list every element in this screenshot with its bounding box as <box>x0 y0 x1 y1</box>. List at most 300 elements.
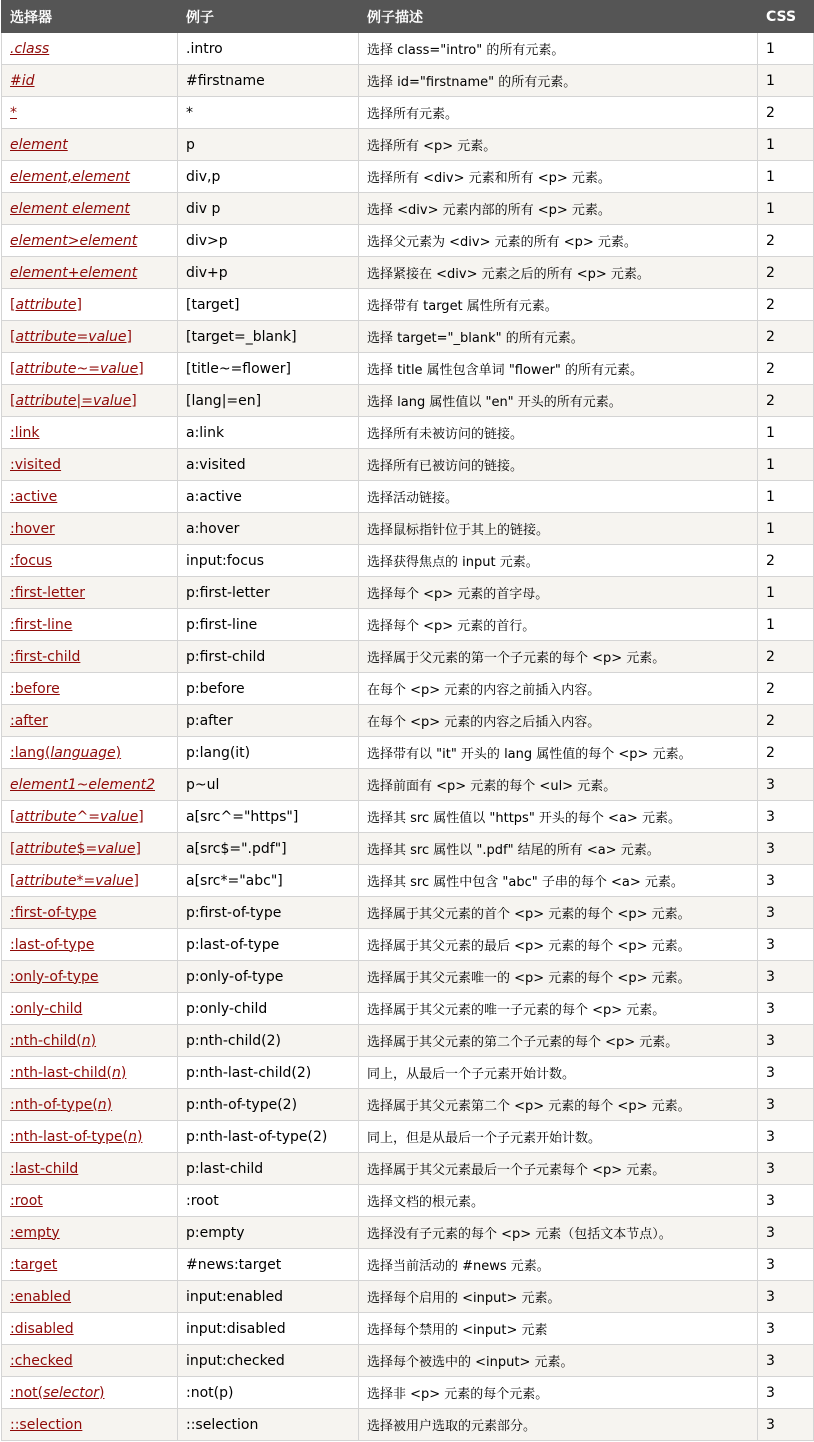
selector-param-text: attribute <box>15 360 77 377</box>
description-cell: 选择属于其父元素的第二个子元素的每个 <p> 元素。 <box>359 1025 758 1057</box>
selector-cell <box>2 385 178 417</box>
selector-link[interactable] <box>10 1033 96 1049</box>
selector-text: :root <box>10 1192 43 1209</box>
css-version-cell: 2 <box>758 225 814 257</box>
selector-cell <box>2 97 178 129</box>
css-version-cell: 3 <box>758 769 814 801</box>
table-row <box>2 1281 814 1313</box>
table-row <box>2 609 814 641</box>
selector-cell <box>2 897 178 929</box>
css-version-cell: 2 <box>758 321 814 353</box>
selector-text: :last-of-type <box>10 936 95 953</box>
selector-param-text: attribute <box>15 808 77 825</box>
selector-cell <box>2 769 178 801</box>
selector-param-text: language <box>50 744 116 761</box>
description-cell: 选择每个启用的 <input> 元素。 <box>359 1281 758 1313</box>
example-cell: p:only-of-type <box>178 961 359 993</box>
selector-cell <box>2 1281 178 1313</box>
selector-text: :before <box>10 680 60 697</box>
css-version-cell: 3 <box>758 1281 814 1313</box>
selector-link[interactable] <box>10 169 130 185</box>
description-cell: 选择父元素为 <div> 元素的所有 <p> 元素。 <box>359 225 758 257</box>
example-cell: p <box>178 129 359 161</box>
css-version-cell: 1 <box>758 161 814 193</box>
selector-link[interactable] <box>10 1385 105 1401</box>
selector-param-text: element1~element2 <box>10 776 156 793</box>
example-cell: a:link <box>178 417 359 449</box>
selector-text: ) <box>120 1064 127 1081</box>
selector-link[interactable] <box>10 1097 112 1113</box>
description-cell: 选择被用户选取的元素部分。 <box>359 1409 758 1441</box>
selector-param-text: attribute <box>15 392 77 409</box>
css-version-cell: 3 <box>758 929 814 961</box>
selector-text: :nth-of-type( <box>10 1096 98 1113</box>
selector-param-text: #id <box>10 72 35 89</box>
table-row <box>2 417 814 449</box>
example-cell: #firstname <box>178 65 359 97</box>
selector-cell <box>2 353 178 385</box>
selector-text: [ <box>10 808 16 825</box>
selector-param-text: .class <box>10 40 50 57</box>
css-version-cell: 2 <box>758 737 814 769</box>
header-description: 例子描述 <box>359 1 758 33</box>
example-cell: p~ul <box>178 769 359 801</box>
selector-text: ) <box>90 1032 97 1049</box>
table-row <box>2 1409 814 1441</box>
table-row <box>2 1377 814 1409</box>
selector-param-text: n <box>112 1064 121 1081</box>
description-cell: 选择所有 <p> 元素。 <box>359 129 758 161</box>
description-cell: 选择 class="intro" 的所有元素。 <box>359 33 758 65</box>
selector-link[interactable] <box>10 329 132 345</box>
description-cell: 选择属于其父元素最后一个子元素每个 <p> 元素。 <box>359 1153 758 1185</box>
selector-text: |= <box>76 392 93 409</box>
selector-cell <box>2 1313 178 1345</box>
selector-link[interactable] <box>10 233 137 249</box>
selector-link[interactable] <box>10 137 68 153</box>
description-cell: 同上，但是从最后一个子元素开始计数。 <box>359 1121 758 1153</box>
example-cell: [target] <box>178 289 359 321</box>
description-cell: 选择其 src 属性中包含 "abc" 子串的每个 <a> 元素。 <box>359 865 758 897</box>
selector-link[interactable] <box>10 1289 71 1305</box>
selector-link[interactable] <box>10 425 39 441</box>
table-row <box>2 289 814 321</box>
selector-text: :first-child <box>10 648 81 665</box>
example-cell: p:nth-last-of-type(2) <box>178 1121 359 1153</box>
css-version-cell: 3 <box>758 801 814 833</box>
selector-link[interactable] <box>10 745 121 761</box>
selector-text: :not( <box>10 1384 44 1401</box>
selector-text: ^= <box>76 808 101 825</box>
css-version-cell: 1 <box>758 65 814 97</box>
selector-link[interactable] <box>10 73 35 89</box>
selector-text: [ <box>10 872 16 889</box>
selector-text: $= <box>76 840 98 857</box>
selector-link[interactable] <box>10 681 60 697</box>
selector-text: :nth-child( <box>10 1032 82 1049</box>
table-body <box>2 33 814 1441</box>
table-row <box>2 1025 814 1057</box>
css-version-cell: 2 <box>758 353 814 385</box>
example-cell: a:hover <box>178 513 359 545</box>
selector-text: ] <box>138 808 144 825</box>
example-cell: div p <box>178 193 359 225</box>
selector-cell <box>2 993 178 1025</box>
selector-text: [ <box>10 392 16 409</box>
selector-text: :checked <box>10 1352 73 1369</box>
example-cell: .intro <box>178 33 359 65</box>
description-cell: 选择带有以 "it" 开头的 lang 属性值的每个 <p> 元素。 <box>359 737 758 769</box>
table-row <box>2 641 814 673</box>
selector-link[interactable] <box>10 265 137 281</box>
table-row <box>2 961 814 993</box>
selector-cell <box>2 225 178 257</box>
selector-link[interactable] <box>10 201 130 217</box>
example-cell: :not(p) <box>178 1377 359 1409</box>
table-row <box>2 1185 814 1217</box>
header-selector: 选择器 <box>2 1 178 33</box>
table-row <box>2 353 814 385</box>
selector-cell <box>2 449 178 481</box>
selector-link[interactable] <box>10 1417 82 1433</box>
table-row <box>2 97 814 129</box>
selector-text: ] <box>126 328 132 345</box>
example-cell: ::selection <box>178 1409 359 1441</box>
selector-cell <box>2 865 178 897</box>
description-cell: 选择所有已被访问的链接。 <box>359 449 758 481</box>
selector-param-text: attribute <box>15 296 77 313</box>
selector-text: [ <box>10 360 16 377</box>
description-cell: 选择其 src 属性以 ".pdf" 结尾的所有 <a> 元素。 <box>359 833 758 865</box>
selector-param-text: value <box>100 360 139 377</box>
example-cell: input:enabled <box>178 1281 359 1313</box>
example-cell: div,p <box>178 161 359 193</box>
selector-cell <box>2 1153 178 1185</box>
selector-link[interactable] <box>10 1129 142 1145</box>
css-version-cell: 1 <box>758 417 814 449</box>
table-row <box>2 225 814 257</box>
selector-link[interactable] <box>10 585 85 601</box>
table-row <box>2 1249 814 1281</box>
selector-text: :visited <box>10 456 62 473</box>
selector-cell <box>2 513 178 545</box>
selector-link[interactable] <box>10 393 137 409</box>
table-row <box>2 161 814 193</box>
css-version-cell: 1 <box>758 193 814 225</box>
example-cell: :root <box>178 1185 359 1217</box>
description-cell: 在每个 <p> 元素的内容之后插入内容。 <box>359 705 758 737</box>
table-row <box>2 673 814 705</box>
selector-text: :enabled <box>10 1288 72 1305</box>
selector-text: :link <box>10 424 40 441</box>
selector-text: :target <box>10 1256 58 1273</box>
selector-link[interactable] <box>10 1161 78 1177</box>
selector-param-text: value <box>93 392 132 409</box>
table-row <box>2 129 814 161</box>
selector-link[interactable] <box>10 105 17 121</box>
selector-text: *= <box>76 872 96 889</box>
example-cell: a[src*="abc"] <box>178 865 359 897</box>
example-cell: div+p <box>178 257 359 289</box>
table-row <box>2 545 814 577</box>
selector-param-text: n <box>81 1032 91 1049</box>
selector-text: :disabled <box>10 1320 74 1337</box>
selector-link[interactable] <box>10 553 52 569</box>
table-row <box>2 865 814 897</box>
selector-link[interactable] <box>10 777 155 793</box>
description-cell: 选择 title 属性包含单词 "flower" 的所有元素。 <box>359 353 758 385</box>
selector-link[interactable] <box>10 1193 43 1209</box>
css-version-cell: 3 <box>758 1025 814 1057</box>
css-version-cell: 3 <box>758 1185 814 1217</box>
example-cell: p:after <box>178 705 359 737</box>
table-row <box>2 833 814 865</box>
selector-cell <box>2 193 178 225</box>
description-cell: 选择属于父元素的第一个子元素的每个 <p> 元素。 <box>359 641 758 673</box>
selector-param-text: * <box>10 104 17 121</box>
selector-link[interactable] <box>10 1321 74 1337</box>
css-version-cell: 1 <box>758 481 814 513</box>
css-version-cell: 1 <box>758 609 814 641</box>
selector-text: :last-child <box>10 1160 79 1177</box>
selector-link[interactable] <box>10 1225 60 1241</box>
selector-cell <box>2 801 178 833</box>
selector-text: :empty <box>10 1224 60 1241</box>
selector-cell <box>2 33 178 65</box>
selector-cell <box>2 1121 178 1153</box>
css-version-cell: 2 <box>758 289 814 321</box>
selector-link[interactable] <box>10 905 96 921</box>
selector-cell <box>2 161 178 193</box>
selector-text: ) <box>115 744 122 761</box>
css-version-cell: 3 <box>758 833 814 865</box>
description-cell: 选择每个被选中的 <input> 元素。 <box>359 1345 758 1377</box>
css-version-cell: 3 <box>758 1057 814 1089</box>
description-cell: 选择所有未被访问的链接。 <box>359 417 758 449</box>
selector-text: :hover <box>10 520 55 537</box>
selector-text: ] <box>133 872 139 889</box>
css-version-cell: 3 <box>758 1377 814 1409</box>
table-row <box>2 1089 814 1121</box>
css-version-cell: 3 <box>758 1121 814 1153</box>
selector-text: :after <box>10 712 48 729</box>
example-cell: p:lang(it) <box>178 737 359 769</box>
description-cell: 选择 target="_blank" 的所有元素。 <box>359 321 758 353</box>
selector-cell <box>2 129 178 161</box>
description-cell: 在每个 <p> 元素的内容之前插入内容。 <box>359 673 758 705</box>
css-version-cell: 3 <box>758 865 814 897</box>
css-version-cell: 3 <box>758 1217 814 1249</box>
selector-cell <box>2 577 178 609</box>
selector-link[interactable] <box>10 521 55 537</box>
description-cell: 选择 id="firstname" 的所有元素。 <box>359 65 758 97</box>
table-row <box>2 1217 814 1249</box>
selector-text: [ <box>10 840 16 857</box>
selector-text: ] <box>135 840 141 857</box>
example-cell: input:focus <box>178 545 359 577</box>
description-cell: 选择活动链接。 <box>359 481 758 513</box>
selector-text: :nth-last-child( <box>10 1064 113 1081</box>
description-cell: 选择所有 <div> 元素和所有 <p> 元素。 <box>359 161 758 193</box>
selector-cell <box>2 1217 178 1249</box>
example-cell: [title~=flower] <box>178 353 359 385</box>
selector-cell <box>2 417 178 449</box>
selector-text: ] <box>131 392 137 409</box>
description-cell: 选择每个 <p> 元素的首行。 <box>359 609 758 641</box>
selector-link[interactable] <box>10 809 144 825</box>
css-version-cell: 1 <box>758 513 814 545</box>
table-row <box>2 193 814 225</box>
selector-link[interactable] <box>10 41 49 57</box>
description-cell: 选择属于其父元素的唯一子元素的每个 <p> 元素。 <box>359 993 758 1025</box>
selector-cell <box>2 961 178 993</box>
example-cell: p:first-line <box>178 609 359 641</box>
table-row <box>2 65 814 97</box>
selector-text: [ <box>10 328 16 345</box>
description-cell: 选择获得焦点的 input 元素。 <box>359 545 758 577</box>
example-cell: input:disabled <box>178 1313 359 1345</box>
description-cell: 选择每个 <p> 元素的首字母。 <box>359 577 758 609</box>
selector-link[interactable] <box>10 457 61 473</box>
selector-link[interactable] <box>10 937 94 953</box>
table-row <box>2 1057 814 1089</box>
description-cell: 选择其 src 属性值以 "https" 开头的每个 <a> 元素。 <box>359 801 758 833</box>
description-cell: 选择文档的根元素。 <box>359 1185 758 1217</box>
description-cell: 选择鼠标指针位于其上的链接。 <box>359 513 758 545</box>
table-row <box>2 321 814 353</box>
css-version-cell: 2 <box>758 97 814 129</box>
table-row <box>2 737 814 769</box>
css-version-cell: 3 <box>758 1345 814 1377</box>
selector-param-text: n <box>97 1096 107 1113</box>
example-cell: a:visited <box>178 449 359 481</box>
description-cell: 选择紧接在 <div> 元素之后的所有 <p> 元素。 <box>359 257 758 289</box>
example-cell: p:empty <box>178 1217 359 1249</box>
selector-cell <box>2 1345 178 1377</box>
selector-cell <box>2 833 178 865</box>
table-row <box>2 1313 814 1345</box>
selector-link[interactable] <box>10 1257 57 1273</box>
example-cell: p:last-of-type <box>178 929 359 961</box>
selector-cell <box>2 737 178 769</box>
selector-param-text: attribute <box>15 872 77 889</box>
css-version-cell: 3 <box>758 1313 814 1345</box>
selector-cell <box>2 1409 178 1441</box>
selector-cell <box>2 1377 178 1409</box>
selector-param-text: element,element <box>10 168 130 185</box>
selector-text: :active <box>10 488 58 505</box>
selector-link[interactable] <box>10 1065 126 1081</box>
example-cell: input:checked <box>178 1345 359 1377</box>
description-cell: 同上，从最后一个子元素开始计数。 <box>359 1057 758 1089</box>
selector-link[interactable] <box>10 1353 73 1369</box>
css-version-cell: 3 <box>758 993 814 1025</box>
css-version-cell: 3 <box>758 1249 814 1281</box>
selector-param-text: n <box>128 1128 137 1145</box>
header-example: 例子 <box>178 1 359 33</box>
selector-param-text: element element <box>10 200 130 217</box>
table-row <box>2 769 814 801</box>
selector-link[interactable] <box>10 297 82 313</box>
table-row <box>2 1153 814 1185</box>
example-cell: div>p <box>178 225 359 257</box>
selector-cell <box>2 705 178 737</box>
selector-link[interactable] <box>10 1001 82 1017</box>
selector-param-text: value <box>100 808 139 825</box>
selector-text: :nth-last-of-type( <box>10 1128 129 1145</box>
table-row <box>2 33 814 65</box>
table-header <box>2 1 814 33</box>
example-cell: p:nth-of-type(2) <box>178 1089 359 1121</box>
description-cell: 选择属于其父元素第二个 <p> 元素的每个 <p> 元素。 <box>359 1089 758 1121</box>
selector-text: = <box>76 328 89 345</box>
table-row <box>2 513 814 545</box>
description-cell: 选择 <div> 元素内部的所有 <p> 元素。 <box>359 193 758 225</box>
description-cell: 选择属于其父元素的最后 <p> 元素的每个 <p> 元素。 <box>359 929 758 961</box>
selector-text: ) <box>136 1128 143 1145</box>
description-cell: 选择当前活动的 #news 元素。 <box>359 1249 758 1281</box>
selector-text: :first-of-type <box>10 904 97 921</box>
selector-link[interactable] <box>10 649 80 665</box>
description-cell: 选择带有 target 属性所有元素。 <box>359 289 758 321</box>
selector-cell <box>2 545 178 577</box>
css-version-cell: 2 <box>758 257 814 289</box>
description-cell: 选择每个禁用的 <input> 元素 <box>359 1313 758 1345</box>
description-cell: 选择属于其父元素的首个 <p> 元素的每个 <p> 元素。 <box>359 897 758 929</box>
selector-text: :first-letter <box>10 584 85 601</box>
example-cell: a:active <box>178 481 359 513</box>
selector-text: :focus <box>10 552 53 569</box>
example-cell: #news:target <box>178 1249 359 1281</box>
example-cell: p:before <box>178 673 359 705</box>
selector-param-text: value <box>97 840 136 857</box>
selector-cell <box>2 1057 178 1089</box>
css-selector-reference-table <box>1 0 814 1441</box>
example-cell: [lang|=en] <box>178 385 359 417</box>
css-version-cell: 2 <box>758 705 814 737</box>
css-version-cell: 2 <box>758 385 814 417</box>
selector-cell <box>2 257 178 289</box>
table-row <box>2 385 814 417</box>
selector-link[interactable] <box>10 969 98 985</box>
selector-param-text: value <box>88 328 127 345</box>
description-cell: 选择前面有 <p> 元素的每个 <ul> 元素。 <box>359 769 758 801</box>
selector-text: ] <box>138 360 144 377</box>
selector-link[interactable] <box>10 489 57 505</box>
example-cell: p:first-letter <box>178 577 359 609</box>
table-row <box>2 801 814 833</box>
css-version-cell: 3 <box>758 1153 814 1185</box>
table-row <box>2 993 814 1025</box>
css-version-cell: 3 <box>758 1089 814 1121</box>
selector-link[interactable] <box>10 713 48 729</box>
example-cell: p:only-child <box>178 993 359 1025</box>
selector-link[interactable] <box>10 617 72 633</box>
selector-link[interactable] <box>10 841 141 857</box>
css-version-cell: 1 <box>758 449 814 481</box>
selector-text: ) <box>99 1384 105 1401</box>
example-cell: p:nth-last-child(2) <box>178 1057 359 1089</box>
example-cell: * <box>178 97 359 129</box>
selector-cell <box>2 1249 178 1281</box>
selector-cell <box>2 289 178 321</box>
selector-param-text: element+element <box>10 264 138 281</box>
description-cell: 选择非 <p> 元素的每个元素。 <box>359 1377 758 1409</box>
selector-cell <box>2 1025 178 1057</box>
example-cell: [target=_blank] <box>178 321 359 353</box>
selector-link[interactable] <box>10 873 139 889</box>
selector-link[interactable] <box>10 361 144 377</box>
